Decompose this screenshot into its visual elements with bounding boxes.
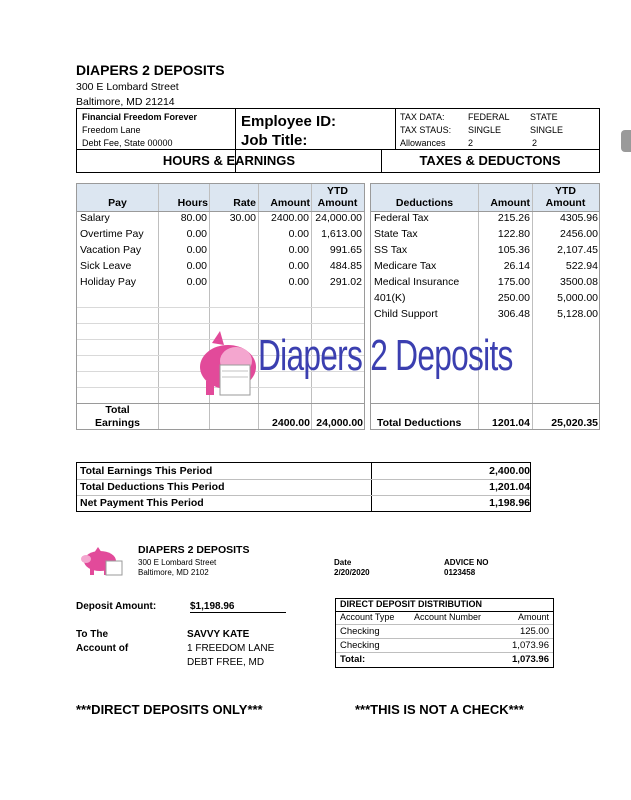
allowances-federal: 2 (468, 138, 474, 148)
col-ytd: YTD (327, 185, 348, 197)
summary-net-value: 1,198.96 (489, 497, 530, 509)
diapers-2-deposits-watermark (190, 325, 513, 405)
not-a-check-notice: ***THIS IS NOT A CHECK*** (355, 702, 524, 717)
company-name: DIAPERS 2 DEPOSITS (76, 62, 225, 78)
earnings-ytd-cell: 991.65 (329, 244, 362, 256)
company-address-line1: 300 E Lombard Street (76, 81, 179, 93)
col-amount: Amount (270, 197, 310, 209)
distribution-total-label: Total: (340, 654, 366, 665)
distribution-col-number: Account Number (414, 612, 482, 622)
col-ytd-amount: Amount (317, 197, 358, 209)
deduction-amount-cell: 26.14 (503, 260, 530, 272)
direct-deposits-only-notice: ***DIRECT DEPOSITS ONLY*** (76, 702, 263, 717)
deduction-amount-cell: 250.00 (497, 292, 530, 304)
earnings-amount-cell: 2400.00 (271, 212, 309, 224)
direct-deposit-distribution (335, 598, 554, 668)
company-address-line2: Baltimore, MD 21214 (76, 96, 175, 108)
scrollbar-handle[interactable] (621, 130, 631, 152)
deposit-amount-label: Deposit Amount: (76, 601, 157, 612)
total-deductions-amount: 1201.04 (492, 417, 530, 429)
distribution-row1-type: Checking (340, 626, 380, 637)
deduction-name-cell: SS Tax (374, 244, 408, 256)
deduction-name-cell: State Tax (374, 228, 418, 240)
deduction-ytd-cell: 5,000.00 (557, 292, 598, 304)
summary-net-label: Net Payment This Period (80, 497, 204, 509)
distribution-row1-amount: 125.00 (519, 626, 549, 637)
employee-id-label: Employee ID: (241, 113, 337, 130)
payee-address1: 1 FREEDOM LANE (187, 643, 275, 654)
earnings-hours-cell: 0.00 (186, 244, 207, 256)
col-rate: Rate (233, 197, 256, 209)
total-earnings-label: Total (105, 404, 130, 416)
deduction-amount-cell: 215.26 (497, 212, 530, 224)
tax-status-label: TAX STAUS: (400, 125, 452, 135)
earnings-pay-cell: Holiday Pay (80, 276, 137, 288)
advice-address1: 300 E Lombard Street (138, 558, 217, 567)
deduction-amount-cell: 306.48 (497, 308, 530, 320)
deduction-name-cell: 401(K) (374, 292, 406, 304)
distribution-row2-type: Checking (340, 640, 380, 651)
employer-street: Freedom Lane (82, 125, 141, 135)
col-pay: Pay (108, 197, 127, 209)
col-deductions: Deductions (395, 197, 454, 209)
advice-address2: Baltimore, MD 2102 (138, 568, 209, 577)
earnings-amount-cell: 0.00 (288, 228, 309, 240)
total-deductions-ytd: 25,020.35 (551, 417, 598, 429)
tax-status-state: SINGLE (530, 125, 564, 135)
tax-federal-header: FEDERAL (468, 112, 510, 122)
deduction-ytd-cell: 5,128.00 (557, 308, 598, 320)
deduction-name-cell: Medical Insurance (374, 276, 460, 288)
earnings-ytd-cell: 291.02 (329, 276, 362, 288)
header-info-box (76, 108, 600, 173)
col-ded-ytd: YTD (555, 185, 576, 197)
distribution-col-amount: Amount (517, 612, 549, 622)
period-summary-box (76, 462, 531, 512)
advice-no-label: ADVICE NO (444, 558, 489, 567)
earnings-amount-cell: 0.00 (288, 244, 309, 256)
col-hours: Hours (177, 197, 208, 209)
total-earnings-ytd: 24,000.00 (316, 417, 363, 429)
summary-earnings-label: Total Earnings This Period (80, 465, 213, 477)
earnings-pay-cell: Overtime Pay (80, 228, 144, 240)
deduction-amount-cell: 122.80 (497, 228, 530, 240)
earnings-ytd-cell: 1,613.00 (321, 228, 362, 240)
earnings-ytd-cell: 24,000.00 (315, 212, 362, 224)
deduction-ytd-cell: 3500.08 (560, 276, 598, 288)
job-title-label: Job Title: (241, 132, 308, 149)
date-label: Date (334, 558, 352, 567)
distribution-title: DIRECT DEPOSIT DISTRIBUTION (340, 599, 483, 609)
earnings-hours-cell: 0.00 (186, 260, 207, 272)
summary-earnings-value: 2,400.00 (489, 465, 530, 477)
account-of-label: Account of (76, 643, 129, 654)
watermark-text: Diapers 2 Deposits (258, 331, 513, 380)
hours-earnings-heading: HOURS & EARNINGS (162, 153, 296, 168)
total-earnings-amount: 2400.00 (272, 417, 310, 429)
deduction-ytd-cell: 2456.00 (560, 228, 598, 240)
col-ded-ytd-amount: Amount (545, 197, 586, 209)
employer-city: Debt Fee, State 00000 (82, 138, 173, 148)
tax-state-header: STATE (530, 112, 558, 122)
taxes-deductions-heading: TAXES & DEDUCTONS (419, 153, 561, 168)
to-the-label: To The (76, 629, 109, 640)
distribution-total-value: 1,073.96 (512, 654, 549, 665)
deduction-name-cell: Federal Tax (374, 212, 429, 224)
advice-no-value: 0123458 (444, 568, 476, 577)
earnings-pay-cell: Sick Leave (80, 260, 132, 272)
allowances-label: Allowances (400, 138, 446, 148)
earnings-hours-cell: 80.00 (180, 212, 207, 224)
earnings-rate-cell: 30.00 (229, 212, 256, 224)
deduction-amount-cell: 175.00 (497, 276, 530, 288)
earnings-pay-cell: Vacation Pay (80, 244, 142, 256)
allowances-state: 2 (532, 138, 538, 148)
summary-deductions-value: 1,201.04 (489, 481, 530, 493)
earnings-amount-cell: 0.00 (288, 276, 309, 288)
payee-name: SAVVY KATE (187, 629, 250, 640)
piggy-bank-icon (78, 545, 128, 579)
deduction-ytd-cell: 4305.96 (560, 212, 598, 224)
col-ded-amount: Amount (490, 197, 530, 209)
tax-data-label: TAX DATA: (400, 112, 445, 122)
total-deductions-label: Total Deductions (377, 417, 462, 429)
tax-status-federal: SINGLE (468, 125, 502, 135)
deduction-name-cell: Child Support (374, 308, 438, 320)
advice-company-name: DIAPERS 2 DEPOSITS (138, 544, 250, 556)
distribution-col-type: Account Type (340, 612, 395, 622)
deduction-name-cell: Medicare Tax (374, 260, 437, 272)
deduction-amount-cell: 105.36 (497, 244, 530, 256)
deduction-ytd-cell: 2,107.45 (557, 244, 598, 256)
summary-deductions-label: Total Deductions This Period (80, 481, 225, 493)
deduction-ytd-cell: 522.94 (565, 260, 598, 272)
date-value: 2/20/2020 (334, 568, 370, 577)
earnings-amount-cell: 0.00 (288, 260, 309, 272)
deposit-amount-value: $1,198.96 (190, 601, 286, 613)
distribution-row2-amount: 1,073.96 (512, 640, 549, 651)
earnings-hours-cell: 0.00 (186, 228, 207, 240)
earnings-pay-cell: Salary (80, 212, 110, 224)
payee-address2: DEBT FREE, MD (187, 657, 265, 668)
employer-name: Financial Freedom Forever (82, 112, 198, 122)
total-earnings-label2: Earnings (95, 417, 140, 429)
earnings-hours-cell: 0.00 (186, 276, 207, 288)
earnings-ytd-cell: 484.85 (329, 260, 362, 272)
